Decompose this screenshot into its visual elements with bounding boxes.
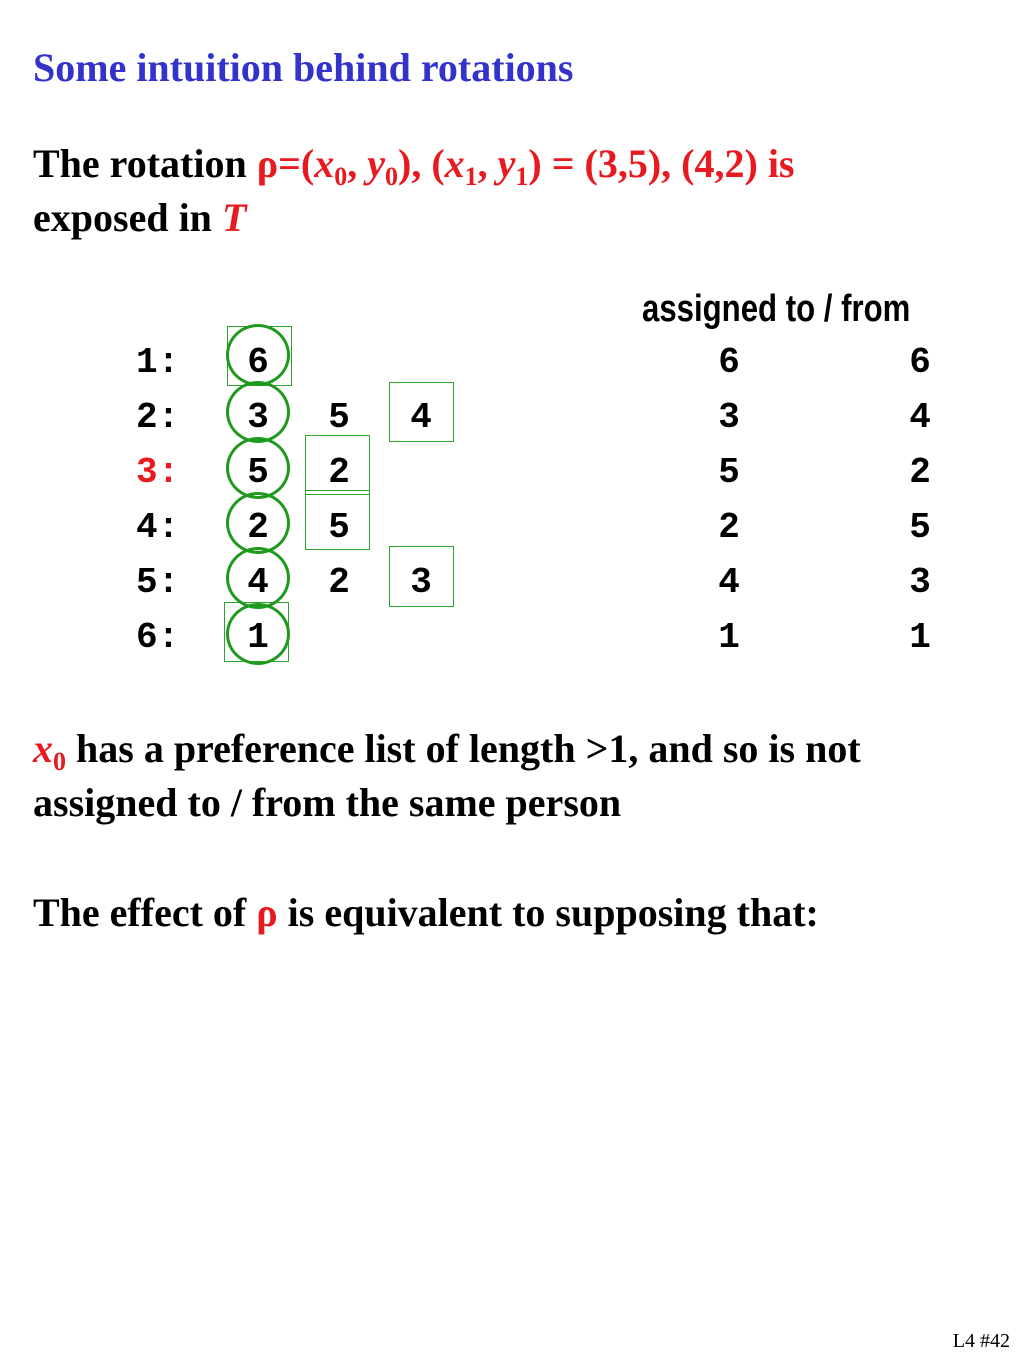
rotation-line-1: The rotation $\rho=(x_0$, $y_0$), ($x_1$, $y_1) = (3,5)$, (4,2) is [33,141,795,191]
preference-entry: 4 [247,562,269,603]
preference-entry: 2 [247,507,269,548]
preference-entry: 2 [328,562,350,603]
note-paragraph [33,722,861,830]
row-label: 6: [136,617,180,658]
assigned-to-value: 5 [718,452,740,493]
row-label: 4: [136,507,180,548]
preference-entry: 3 [247,397,269,438]
preference-entry: 2 [328,452,350,493]
preference-entry: 5 [247,452,269,493]
matching-T: T [221,195,247,240]
rotation-formula: $\rho=(x_0$, $y_0$), ($x_1$, $y_1) = (3,5)$, (4,2) is [256,141,795,191]
row-label: 1: [136,342,180,383]
assigned-from-value: 6 [909,342,931,383]
slide-number: L4 #42 [952,1330,1010,1352]
row-label: 5: [136,562,180,603]
green-box [305,435,370,495]
assigned-to-value: 4 [718,562,740,603]
rotation-statement [33,137,795,245]
assigned-to-value: 1 [718,617,740,658]
table-header: assigned to / from [642,288,911,330]
rotation-line-2: exposed in T [33,195,247,240]
assigned-from-value: 3 [909,562,931,603]
note-line-1: $x_0$ has a preference list of length >1, and so is not [33,726,861,776]
effect-paragraph: The effect of ρ is equivalent to supposing that: [33,890,819,935]
preference-entry: 1 [247,617,269,658]
note-line-2: assigned to / from the same person [33,780,622,825]
green-circle [226,437,290,499]
assigned-to-value: 3 [718,397,740,438]
assigned-from-value: 4 [909,397,931,438]
green-circle [226,492,290,554]
preference-entry: 4 [410,397,432,438]
preference-entry: 3 [410,562,432,603]
preference-entry: 5 [328,507,350,548]
assigned-from-value: 2 [909,452,931,493]
preference-entry: 5 [328,397,350,438]
row-label: 3: [136,452,180,493]
assigned-to-value: 2 [718,507,740,548]
green-box [305,490,370,550]
green-circle [226,381,290,443]
assigned-to-value: 6 [718,342,740,383]
rho-symbol: ρ [256,141,279,186]
rho-symbol: ρ [256,890,278,935]
slide-title: Some intuition behind rotations [33,45,574,90]
assigned-from-value: 5 [909,507,931,548]
preference-entry: 6 [247,342,269,383]
assigned-from-value: 1 [909,617,931,658]
green-circle [226,603,290,665]
row-label: 2: [136,397,180,438]
green-circle [226,324,290,386]
green-circle [226,547,290,609]
green-box [389,546,454,607]
green-box [389,382,454,442]
